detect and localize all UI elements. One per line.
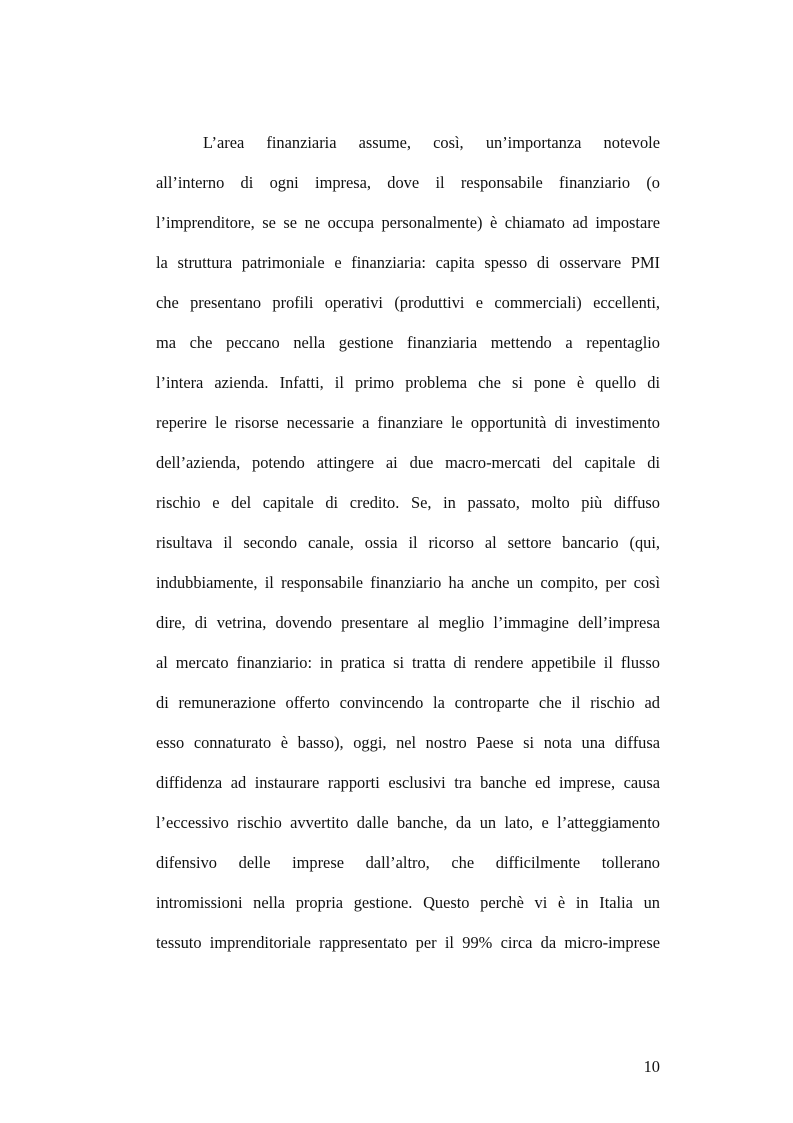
page-number: 10 (643, 1057, 660, 1076)
paragraph-line-9: dell’azienda, potendo attingere ai due macro-mercati del capitale di (156, 453, 660, 472)
paragraph-line-2: all’interno di ogni impresa, dove il responsabile finanziario (o (156, 173, 660, 192)
paragraph-line-13: dire, di vetrina, dovendo presentare al meglio l’immagine dell’impresa (156, 613, 660, 632)
paragraph-line-14: al mercato finanziario: in pratica si tratta di rendere appetibile il flusso (156, 653, 660, 672)
paragraph-line-3: l’imprenditore, se se ne occupa personalmente) è chiamato ad impostare (156, 213, 660, 232)
paragraph-line-5: che presentano profili operativi (produttivi e commerciali) eccellenti, (156, 293, 660, 312)
body-paragraph (156, 130, 660, 970)
paragraph-line-10: rischio e del capitale di credito. Se, in passato, molto più diffuso (156, 493, 660, 512)
paragraph-line-17: diffidenza ad instaurare rapporti esclusivi tra banche ed imprese, causa (156, 773, 660, 792)
paragraph-line-11: risultava il secondo canale, ossia il ricorso al settore bancario (qui, (156, 533, 660, 552)
paragraph-line-21: tessuto imprenditoriale rappresentato per il 99% circa da micro-imprese (156, 933, 660, 952)
paragraph-line-8: reperire le risorse necessarie a finanziare le opportunità di investimento (156, 413, 660, 432)
paragraph-line-7: l’intera azienda. Infatti, il primo problema che si pone è quello di (156, 373, 660, 392)
paragraph-line-18: l’eccessivo rischio avvertito dalle banche, da un lato, e l’atteggiamento (156, 813, 660, 832)
paragraph-line-1: L’area finanziaria assume, così, un’importanza notevole (203, 133, 660, 152)
paragraph-line-12: indubbiamente, il responsabile finanziario ha anche un compito, per così (156, 573, 660, 592)
paragraph-line-6: ma che peccano nella gestione finanziaria mettendo a repentaglio (156, 333, 660, 352)
paragraph-line-15: di remunerazione offerto convincendo la controparte che il rischio ad (156, 693, 660, 712)
paragraph-line-19: difensivo delle imprese dall’altro, che difficilmente tollerano (156, 853, 660, 872)
paragraph-line-16: esso connaturato è basso), oggi, nel nostro Paese si nota una diffusa (156, 733, 660, 752)
paragraph-line-4: la struttura patrimoniale e finanziaria: capita spesso di osservare PMI (156, 253, 660, 272)
paragraph-line-20: intromissioni nella propria gestione. Questo perchè vi è in Italia un (156, 893, 660, 912)
